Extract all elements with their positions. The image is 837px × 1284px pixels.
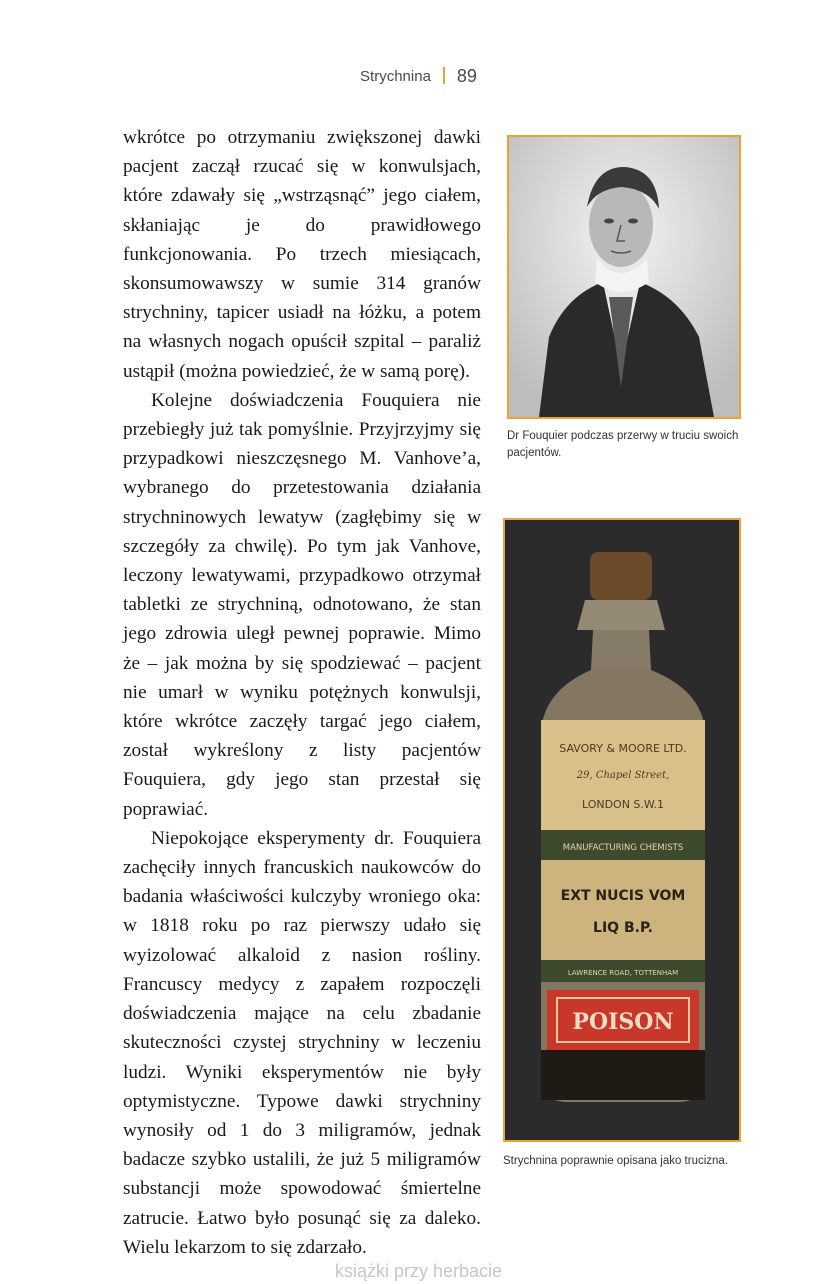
bottle-band-text: MANUFACTURING CHEMISTS [562, 843, 684, 853]
bottle-image [505, 520, 739, 1140]
portrait-image [509, 137, 739, 417]
paragraph-1: wkrótce po otrzymaniu zwiększonej dawki pacjent zaczął rzucać się w konwulsjach, które zdawały się „wstrząsnąć” jego ciałem, skłaniając je do prawidłowego funkcjonowania. Po trzech miesiącach, skonsumowawszy w sumie 314 granów strychniny, tapicer usiadł na łóżku, a potem na własnych nogach opuścił szpital – paraliż ustąpił (można powiedzieć, że w samą porę). [123, 127, 481, 382]
portrait-figure [507, 135, 741, 419]
bottle-caption: Strychnina poprawnie opisana jako trucizna. [503, 1155, 729, 1167]
watermark: książki przy herbacie [334, 1261, 503, 1281]
bottle-label-line1: SAVORY & MOORE LTD. [559, 742, 687, 755]
running-head [0, 66, 837, 87]
paragraph-2: Kolejne doświadczenia Fouquiera nie przebiegły już tak pomyślnie. Przyjrzyjmy się przypadkowi nieszczęsnego M. Vanhove’a, wybranego do przetestowania działania strychninowych lewatyw (zagłębimy się w szczegóły za chwilę). Po tym jak Vanhove, leczony lewatywami, przypadkowo otrzymał tabletki ze strychniną, odnotowano, że stan jego zdrowia uległ pewnej poprawie. Mimo że – jak można by się spodziewać – pacjent nie umarł w wyniku potężnych konwulsji, które wkrótce zaczęły targać jego ciałem, został wykreślony z listy pacjentów Fouquiera, gdy jego stan przestał się poprawiać. [123, 389, 481, 820]
header-separator [443, 67, 445, 84]
page-number: 89 [456, 66, 477, 86]
body-text [123, 123, 481, 1262]
bottle-med-line2: LIQ B.P. [593, 920, 653, 936]
bottle-figure [503, 518, 741, 1142]
bottle-med-line1: EXT NUCIS VOM [560, 888, 686, 904]
chapter-title: Strychnina [360, 68, 431, 85]
bottle-road-text: LAWRENCE ROAD, TOTTENHAM [567, 969, 679, 977]
bottle-label-line3: LONDON S.W.1 [581, 798, 665, 811]
portrait-caption: Dr Fouquier podczas przerwy w truciu swoich pacjentów. [507, 430, 739, 459]
bottle-label-line2: 29, Chapel Street, [576, 770, 670, 781]
paragraph-3: Niepokojące eksperymenty dr. Fouquiera zachęciły innych francuskich naukowców do badania właściwości kulczyby wroniego oka: w 1818 roku po raz pierwszy udało się wyizolować alkaloid z nasion rośliny. Francuscy medycy z zapałem rozpoczęli doświadczenia mające na celu zbadanie skuteczności czystej strychniny w leczeniu ludzi. Wyniki eksperymentów nie były optymistyczne. Typowe dawki strychniny wynosiły od 1 do 3 miligramów, jednak badacze szybko ustalili, że już 5 miligramów substancji może spowodować śmiertelne zatrucie. Łatwo było posunąć się za daleko. Wielu lekarzom to się zdarzało. [123, 827, 481, 1258]
bottle-poison-text: POISON [572, 1009, 674, 1035]
